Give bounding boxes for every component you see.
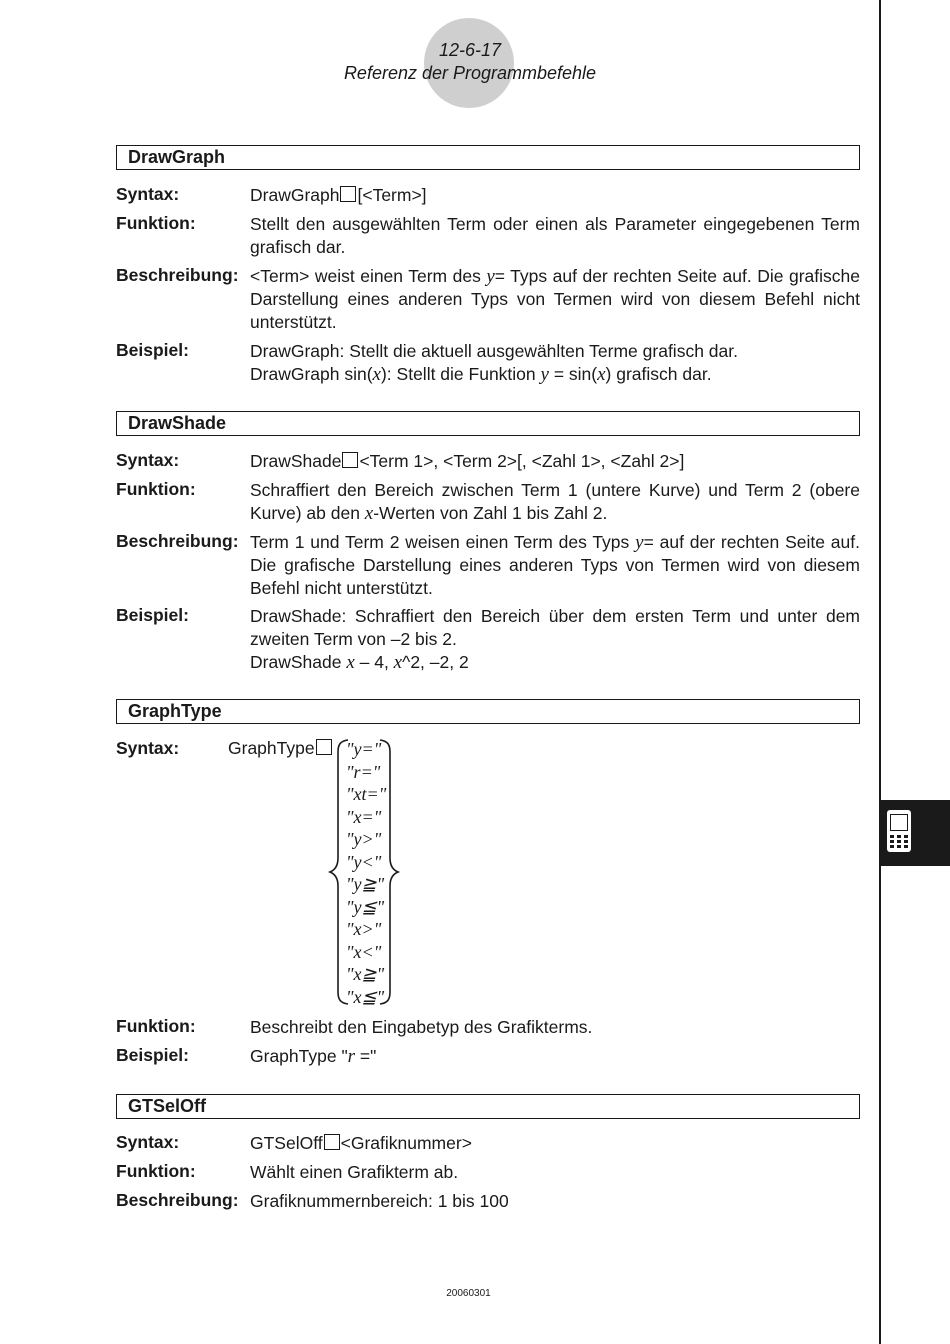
option-item: "x<" — [346, 941, 382, 962]
beispiel-label: Beispiel: — [116, 1045, 189, 1065]
space-symbol-icon — [340, 186, 356, 202]
syntax-label: Syntax: — [116, 450, 180, 470]
funktion-label: Funktion: — [116, 1161, 196, 1181]
option-item: "r=" — [346, 761, 381, 782]
beschreibung-label: Beschreibung: — [116, 265, 239, 285]
funktion-label: Funktion: — [116, 213, 196, 233]
section-title: DrawGraph — [128, 147, 226, 167]
page-title: Referenz der Programmbefehle — [343, 63, 597, 83]
beschreibung-text: Term 1 und Term 2 weisen einen Term des Typs y= auf der rechten Seite auf. Die grafische Darstellung eines anderen Typs von Termen wird von diesem Befehl nicht unterstützt. — [250, 532, 860, 598]
beispiel-label: Beispiel: — [116, 605, 189, 625]
option-item: "y≧" — [346, 874, 385, 894]
syntax-text: GTSelOff <Grafiknummer> — [250, 1133, 472, 1153]
funktion-text: Beschreibt den Eingabetyp des Grafikterms. — [250, 1017, 593, 1037]
option-item: "x≦" — [346, 986, 385, 1007]
beispiel-text: GraphType "r =" — [250, 1046, 377, 1067]
funktion-label: Funktion: — [116, 479, 196, 499]
option-item: "xt=" — [346, 784, 387, 804]
beschreibung-text: Grafiknummernbereich: 1 bis 100 — [250, 1191, 509, 1211]
option-item: "y≦" — [346, 896, 385, 917]
funktion-text: Wählt einen Grafikterm ab. — [250, 1162, 459, 1182]
syntax-text: DrawGraph [<Term>] — [250, 185, 427, 205]
beschreibung-label: Beschreibung: — [116, 1190, 239, 1210]
space-symbol-icon — [324, 1134, 340, 1150]
section-header-gtseloff — [116, 1094, 860, 1119]
right-margin-rule — [879, 0, 881, 1344]
page-number: 12-6-17 — [438, 40, 502, 60]
syntax-text: GraphType — [228, 738, 333, 759]
syntax-text: DrawShade <Term 1>, <Term 2>[, <Zahl 1>, <Zahl 2>] — [250, 451, 685, 471]
option-item: "y=" — [346, 739, 382, 759]
funktion-label: Funktion: — [116, 1016, 196, 1036]
option-item: "x≧" — [346, 964, 385, 984]
footer-code: 20060301 — [446, 1288, 491, 1299]
option-item: "x=" — [346, 806, 382, 827]
section-header-drawshade — [116, 411, 860, 436]
calculator-icon — [885, 808, 915, 854]
funktion-text: Stellt den ausgewählten Term oder einen als Parameter eingegebenen Term grafisch dar. — [250, 214, 860, 257]
space-symbol-icon — [342, 452, 358, 468]
beispiel-label: Beispiel: — [116, 340, 189, 360]
syntax-label: Syntax: — [116, 1132, 180, 1152]
funktion-text: Schraffiert den Bereich zwischen Term 1 (untere Kurve) und Term 2 (obere Kurve) ab den x-Werten von Zahl 1 bis Zahl 2. — [250, 480, 860, 524]
beispiel-text: DrawShade: Schraffiert den Bereich über dem ersten Term und unter dem zweiten Term von –2 bis 2. DrawShade x – 4, x^2, –2, 2 — [250, 606, 860, 673]
option-item: "y>" — [346, 829, 382, 849]
section-title: DrawShade — [128, 413, 227, 433]
beispiel-text: DrawGraph: Stellt die aktuell ausgewählten Terme grafisch dar. DrawGraph sin(x): Stellt die Funktion y = sin(x) grafisch dar. — [250, 341, 738, 385]
chapter-tab — [881, 800, 950, 866]
syntax-label: Syntax: — [116, 184, 180, 204]
section-header-graphtype — [116, 699, 860, 724]
option-item: "y<" — [346, 851, 382, 872]
section-title: GraphType — [128, 701, 222, 721]
beschreibung-label: Beschreibung: — [116, 531, 239, 551]
beschreibung-text: <Term> weist einen Term des y= Typs auf der rechten Seite auf. Die grafische Darstellung eines anderen Typs von Termen wird von diesem Befehl nicht unterstützt. — [250, 266, 860, 332]
option-item: "x>" — [346, 919, 382, 939]
section-title: GTSelOff — [128, 1096, 207, 1116]
section-header-drawgraph — [116, 145, 860, 170]
syntax-label: Syntax: — [116, 738, 180, 758]
